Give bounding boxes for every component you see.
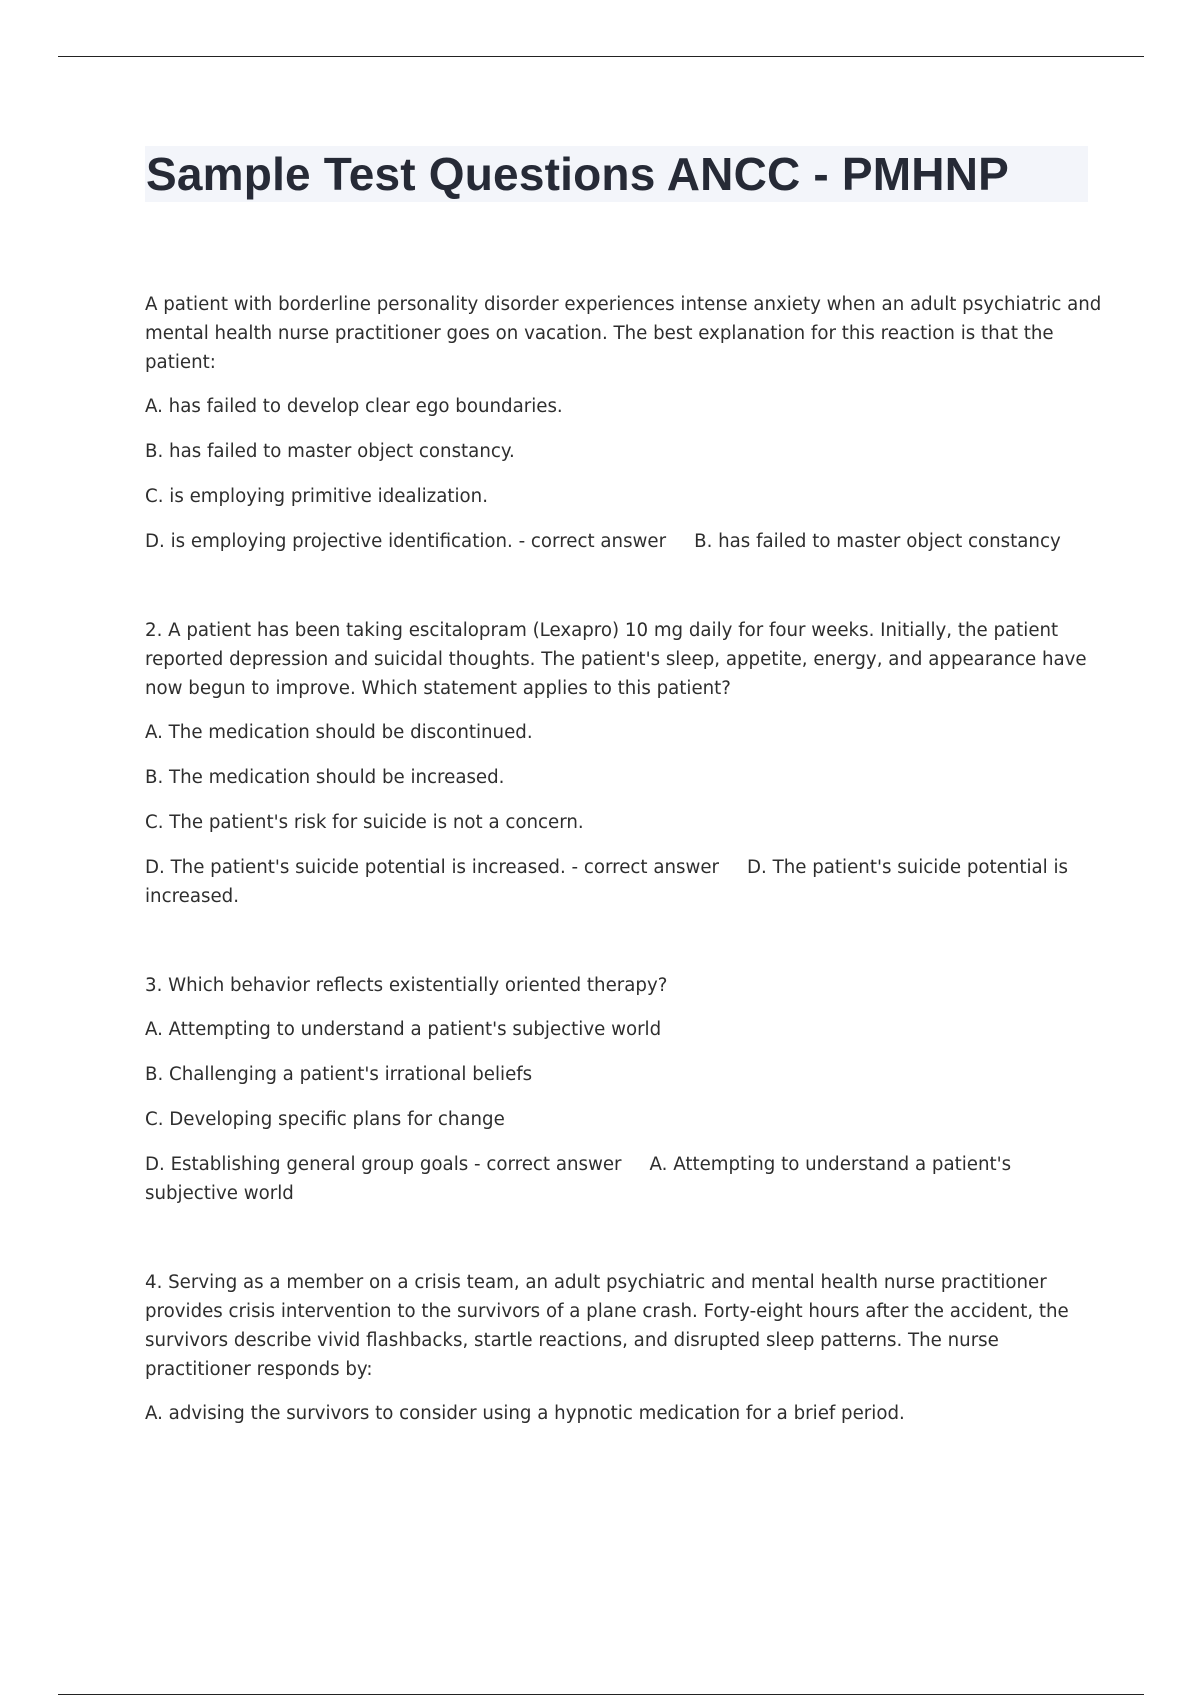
question-3-option-d <box>145 1150 1105 1208</box>
question-3 <box>145 971 1105 1208</box>
question-3-stem: 3. Which behavior reflects existentially oriented therapy? <box>145 975 668 996</box>
question-3-option-d-text: D. Establishing general group goals - correct answer <box>145 1154 622 1175</box>
footer-rule <box>58 1694 1144 1695</box>
question-2-answer: D. The patient's suicide potential is increased. <box>145 857 1069 907</box>
question-1-option-b: B. has failed to master object constancy. <box>145 441 515 462</box>
question-4-option-a: A. advising the survivors to consider using a hypnotic medication for a brief period. <box>145 1403 905 1424</box>
header-rule <box>58 56 1144 57</box>
question-2 <box>145 616 1105 911</box>
question-4 <box>145 1268 1105 1428</box>
question-3-option-b: B. Challenging a patient's irrational beliefs <box>145 1064 533 1085</box>
question-2-option-b: B. The medication should be increased. <box>145 767 505 788</box>
question-2-option-d <box>145 853 1105 911</box>
question-1-option-d-text: D. is employing projective identification. - correct answer <box>145 531 667 552</box>
question-1-answer: B. has failed to master object constancy <box>694 531 1061 552</box>
question-1-option-d <box>145 527 1105 556</box>
question-2-option-c: C. The patient's risk for suicide is not a concern. <box>145 812 584 833</box>
question-2-option-a: A. The medication should be discontinued. <box>145 722 533 743</box>
question-2-stem: 2. A patient has been taking escitalopram (Lexapro) 10 mg daily for four weeks. Initially, the patient reported depression and suicidal thoughts. The patient's sleep, appetite, energy, and appearance have now begun to improve. Which statement applies to this patient? <box>145 620 1087 699</box>
question-1-option-c: C. is employing primitive idealization. <box>145 486 488 507</box>
question-3-answer: A. Attempting to understand a patient's subjective world <box>145 1154 1012 1204</box>
question-1-option-a: A. has failed to develop clear ego boundaries. <box>145 396 563 417</box>
question-1 <box>145 290 1105 556</box>
question-3-option-a: A. Attempting to understand a patient's subjective world <box>145 1019 662 1040</box>
question-3-option-c: C. Developing specific plans for change <box>145 1109 505 1130</box>
question-1-stem: A patient with borderline personality disorder experiences intense anxiety when an adult psychiatric and mental health nurse practitioner goes on vacation. The best explanation for this reaction is that the patient: <box>145 294 1102 373</box>
question-4-stem: 4. Serving as a member on a crisis team, an adult psychiatric and mental health nurse practitioner provides crisis intervention to the survivors of a plane crash. Forty-eight hours after the accident, the survivors describe vivid flashbacks, startle reactions, and disrupted sleep patterns. The nurse practitioner responds by: <box>145 1272 1069 1380</box>
question-list <box>145 290 1105 1428</box>
question-2-option-d-text: D. The patient's suicide potential is increased. - correct answer <box>145 857 720 878</box>
document-title: Sample Test Questions ANCC - PMHNP <box>146 148 1010 200</box>
